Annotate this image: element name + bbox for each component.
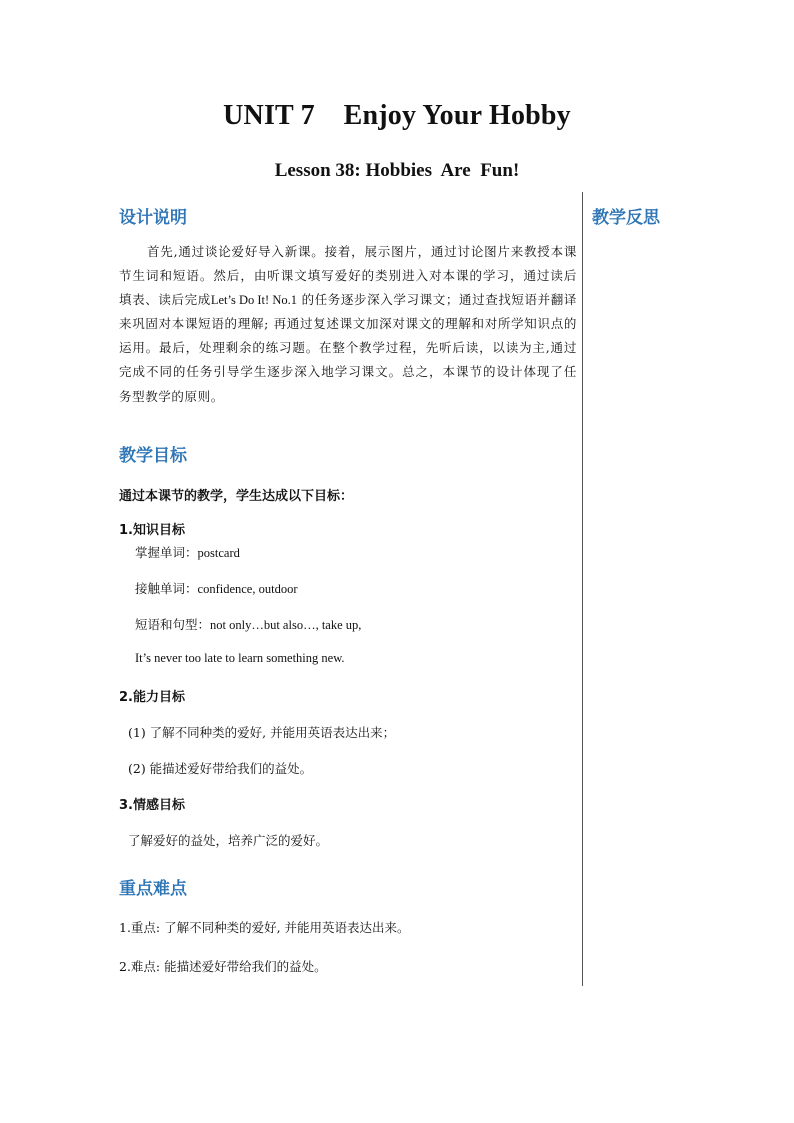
phrases-label: 短语和句型：: [135, 617, 211, 632]
reflection-heading: 教学反思: [592, 208, 660, 228]
phrases: [135, 615, 361, 633]
design-text-latin: Let’s Do It! No.1: [210, 293, 297, 308]
key-sentence: It’s never too late to learn something new.: [135, 651, 345, 665]
ability-heading: 2.能力目标: [119, 690, 185, 705]
design-heading: 设计说明: [119, 208, 187, 228]
key-focus: 1.重点: 了解不同种类的爱好, 并能用英语表达出来。: [119, 920, 410, 935]
emotion-text: 了解爱好的益处，培养广泛的爱好。: [128, 833, 329, 848]
objectives-heading: 教学目标: [119, 446, 187, 466]
ability-item-1: (1) 了解不同种类的爱好, 并能用英语表达出来；: [128, 725, 396, 740]
knowledge-heading: 1.知识目标: [119, 523, 185, 538]
contact-words-label: 接触单词：: [135, 581, 198, 596]
key-points-heading: 重点难点: [119, 879, 187, 899]
contact-words: [135, 579, 297, 597]
master-words-label: 掌握单词：: [135, 545, 198, 560]
master-words-value: postcard: [197, 546, 240, 560]
column-divider: [582, 192, 583, 986]
lesson-title: Lesson 38: Hobbies Are Fun!: [274, 160, 520, 181]
ability-item-2: (2) 能描述爱好带给我们的益处。: [128, 761, 313, 776]
design-text-part1: 首先,通过谈论爱好导入新课。接着，展示图片，通过讨论图片来教授本课节生词和短语。然后，由听课文填写爱好的类别进入对本课的学习，通过读后填表、读后完成: [119, 244, 577, 308]
design-paragraph: [119, 240, 577, 409]
objectives-intro: 通过本课节的教学，学生达成以下目标：: [119, 489, 354, 504]
phrases-value: not only…but also…, take up,: [210, 618, 362, 632]
emotion-heading: 3.情感目标: [119, 798, 185, 813]
master-words: [135, 543, 240, 561]
unit-title: UNIT 7 Enjoy Your Hobby: [223, 100, 571, 131]
key-difficulty: 2.难点: 能描述爱好带给我们的益处。: [119, 959, 327, 974]
design-text-part2: 的任务逐步深入学习课文；通过查找短语并翻译来巩固对本课短语的理解; 再通过复述课文加深对课文的理解和对所学知识点的运用。最后，处理剩余的练习题。在整个教学过程，先听后读，以读为主,通过完成不同的任务引导学生逐步深入地学习课文。总之，本课节的设计体现了任务型教学的原则。: [119, 292, 577, 404]
contact-words-value: confidence, outdoor: [197, 582, 298, 596]
